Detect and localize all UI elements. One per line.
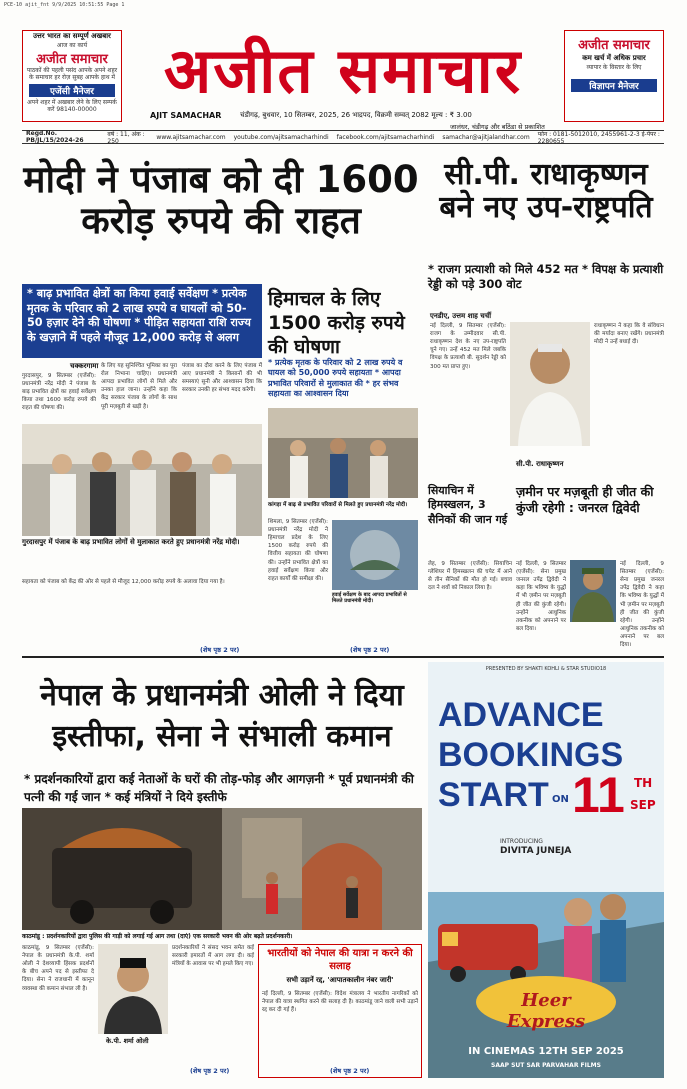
oli-photo-caption: के.पी. शर्मा ओली — [106, 1037, 149, 1045]
himachal-photo-caption: कांगड़ा में बाढ़ से प्रभावित परिवारों से मिलते हुए प्रधानमंत्री नरेंद्र मोदी। — [268, 502, 408, 508]
himachal-photo — [268, 408, 418, 498]
youtube-link[interactable]: youtube.com/ajitsamacharhindi — [233, 133, 329, 141]
phone: फोन : 0181-5012010, 2455961-2-3 ई-पेपर : 2280655 — [537, 130, 660, 145]
lead-photo — [22, 424, 262, 536]
masthead-dateline: चंडीगढ़, बुधवार, 10 सितम्बर, 2025, 26 भाद्रपद, विक्रमी सम्वत् 2082 मूल्य : ₹ 3.00 — [240, 111, 472, 119]
nepal-photo — [22, 808, 422, 930]
ad-on: ON — [552, 794, 569, 805]
masthead-title: अजीत समाचार — [163, 34, 523, 107]
masthead-english: AJIT SAMACHAR — [150, 111, 222, 120]
lead-dateline: चक्करगामा — [70, 362, 99, 370]
ad-month: SEP — [630, 798, 656, 812]
ad-day-suffix: TH — [634, 776, 653, 790]
ad-top-line: PRESENTED BY SHAKTI KOHLI & STAR STUDIO18 — [485, 666, 607, 672]
lead-body-a: गुरदासपुर, 9 सितम्बर (एजेंसी): प्रधानमंत्री नरेंद्र मोदी ने पंजाब के बाढ़ प्रभावित क्षेत्रों का हवाई सर्वेक्षण किया तथा 1600 करोड़ रुपये की राहत की घोषणा की। — [22, 373, 96, 412]
facebook-link[interactable]: facebook.com/ajitsamacharhindi — [336, 133, 435, 141]
vp-body: नई दिल्ली, 9 सितम्बर (एजेंसी): राजग के उम्मीदवार सी.पी. राधाकृष्णन देश के नए उप-राष्ट्रपति चुने गए। उन्हें 452 मत मिले जबकि विपक्ष के प्रत्याशी बी. सुदर्शन रेड्डी को 300 मत प्राप्त हुए। — [430, 323, 506, 370]
movie-ad[interactable] — [428, 662, 664, 1078]
nepal-body: काठमांडू, 9 सितम्बर (एजेंसी): नेपाल के प्रधानमंत्री के.पी. शर्मा ओली ने देशव्यापी हिंसक प्रदर्शनों के बीच अपने पद से इस्तीफा दे दिया। सेना ने राजधानी में कानून व्यवस्था की कमान संभाल ली है। — [22, 945, 94, 992]
lead-photo-caption: गुरदासपुर में पंजाब के बाढ़ प्रभावित लोगों से मुलाकात करते हुए प्रधानमंत्री नरेंद्र मोदी। — [22, 538, 240, 546]
masthead-editions: जालंधर, चंडीगढ़ और बठिंडा से प्रकाशित — [450, 123, 545, 131]
ad-release: IN CINEMAS 12TH SEP 2025 — [468, 1046, 624, 1057]
regd-number: Regd.No. PB/JL/15/2024-26 — [26, 130, 84, 144]
ear-left-top: उत्तर भारत का सम्पूर्ण अखबार — [33, 32, 111, 40]
ear-right-tagline: कम खर्च में अधिक प्रचार — [582, 54, 646, 62]
ear-right-sub: व्यापार के विस्तार के लिए — [586, 64, 642, 71]
ear-left-tagline: पाठकों की पहली पसंद आपके अपने शहर के समाचार हर रोज़ सुबह आपके हाथ में — [26, 67, 118, 82]
nepal-photo-caption: काठमांडू : प्रदर्शनकारियों द्वारा पुलिस की गाड़ी को लगाई गई आग तथा (दाएं) एक सरकारी भवन की ओर बढ़ते प्रदर्शनकारी। — [22, 933, 293, 940]
siachen-headline: सियाचिन में हिमस्खलन, 3 सैनिकों की जान गई — [428, 484, 508, 526]
himachal-highlights: * प्रत्येक मृतक के परिवार को 2 लाख रुपये व घायल को 50,000 रुपये सहायता * आपदा प्रभावित परिवारों से मुलाकात की * हर संभव सहायता का आश्वासन दिया — [268, 358, 403, 399]
ear-right-agency: विज्ञापन मैनेजर — [571, 79, 657, 92]
vp-byline: एनडीए, उत्तम शाह चर्ची — [430, 312, 492, 320]
himachal-headline: हिमाचल के लिए 1500 करोड़ रुपये की घोषणा — [268, 288, 405, 358]
ear-left-brand: अजीत समाचार — [36, 52, 108, 68]
lead-highlights: * बाढ़ प्रभावित क्षेत्रों का किया हवाई सर्वेक्षण * प्रत्येक मृतक के परिवार को 2 लाख रुपये व घायलों को 50-50 हज़ार देने की घोषणा * पीड़ित सहायता राशि राज्य के खज़ाने में पहले मौजूद 12,000 करोड़ से अलग — [22, 284, 262, 358]
army-body-b: नई दिल्ली, 9 सितम्बर (एजेंसी): सेना प्रमुख जनरल उपेंद्र द्विवेदी ने कहा कि भविष्य के युद्धों में भी ज़मीन पर मज़बूती ही जीत की कुंजी रहेगी। उन्होंने आधुनिक तकनीक को अपनाने पर बल दिया। — [620, 561, 664, 649]
advisory-headline: भारतीयों को नेपाल की यात्रा न करने की सलाह — [267, 948, 413, 972]
lead-body-b: के लिए यह सुनिश्चित भूमिका का पूरा रोल निभाना चाहिए। प्रधानमंत्री आपदा प्रभावित लोगों से मिले और उनका हाल जाना। उन्होंने कहा कि केंद्र सरकार पंजाब के लोगों के साथ पूरी मज़बूती से खड़ी है। — [101, 363, 177, 410]
ear-left-contact: अपने शहर में अखबार लेने के लिए सम्पर्क करें 98140-00000 — [27, 98, 117, 113]
siachen-body: लेह, 9 सितम्बर (एजेंसी): सियाचिन ग्लेशियर में हिमस्खलन की चपेट में आने से तीन सैनिकों की मौत हो गई। बचाव दल ने शवों को निकाल लिया है। — [428, 561, 512, 592]
advisory-continued[interactable]: (शेष पृष्ठ 2 पर) — [330, 1067, 370, 1075]
info-bar — [22, 130, 664, 144]
ear-left-sub: आज का कार्य — [56, 42, 88, 49]
ad-producer: SAAP SUT SAR PARVAHAR FILMS — [491, 1062, 601, 1069]
vp-photo-caption: सी.पी. राधाकृष्णन — [516, 460, 564, 468]
advisory-subhead: सभी उड़ानें रद्द, 'आपातकालीन नंबर जारी' — [286, 976, 394, 984]
lead-body-c: पंजाब का दौरा करने के लिए पंजाब में आए प्रधानमंत्री ने किसानों की भी समस्याएं सुनी और आश्वासन दिया कि सरकार उनकी हर संभव मदद करेगी। — [182, 363, 262, 394]
army-headline: ज़मीन पर मज़बूती ही जीत की कुंजी रहेगी : जनरल द्विवेदी — [516, 484, 654, 516]
ad-day: 11 — [572, 767, 625, 823]
nepal-headline: नेपाल के प्रधानमंत्री ओली ने दिया इस्तीफा, सेना ने संभाली कमान — [40, 678, 404, 754]
ear-left — [22, 30, 122, 122]
vp-body-b: राधाकृष्णन ने कहा कि वे संविधान की मर्यादा बनाए रखेंगे। प्रधानमंत्री मोदी ने उन्हें बधाई दी। — [594, 323, 664, 346]
himachal-continued[interactable]: (शेष पृष्ठ 2 पर) — [350, 646, 390, 654]
volume: वर्ष : 11, अंक : 250 — [107, 130, 145, 145]
lead-body-d: सहायता को पंजाब को केंद्र की ओर से पहले से मौजूद 12,000 करोड़ रुपये के अलावा दिया गया है। — [22, 579, 225, 585]
lead-headline: मोदी ने पंजाब को दी 1600 करोड़ रुपये की राहत — [23, 158, 419, 242]
nepal-highlights: * प्रदर्शनकारियों द्वारा कई नेताओं के घरों की तोड़-फोड़ और आगज़नी * पूर्व प्रधानमंत्री की पत्नी की गई जान * कई मंत्रियों ने दिये इस्तीफे — [24, 772, 414, 804]
lead-continued[interactable]: (शेष पृष्ठ 2 पर) — [200, 646, 240, 654]
ad-advance: ADVANCE — [438, 696, 604, 734]
ear-right-brand: अजीत समाचार — [578, 38, 650, 53]
ad-start: START — [438, 776, 549, 814]
ear-left-agency: एजेंसी मैनेजर — [29, 84, 115, 97]
himachal-inset-photo — [332, 520, 418, 590]
email-link[interactable]: samachar@ajitjalandhar.com — [442, 133, 530, 141]
print-slug: PCE-10 ajit_fnt 9/9/2025 10:51:55 Page 1 — [4, 2, 125, 8]
oli-photo — [98, 944, 168, 1034]
ad-actor: DIVITA JUNEJA — [500, 846, 572, 856]
advisory-body: नई दिल्ली, 9 सितम्बर (एजेंसी): विदेश मंत्रालय ने भारतीय नागरिकों को नेपाल की यात्रा स्थगित करने की सलाह दी है। काठमांडू जाने वाली सभी उड़ानें रद्द कर दी गई हैं। — [262, 991, 418, 1014]
vp-headline: सी.पी. राधाकृष्णन बने नए उप-राष्ट्रपति — [439, 157, 653, 225]
ad-intro: INTRODUCING — [500, 838, 543, 845]
himachal-body: शिमला, 9 सितम्बर (एजेंसी): प्रधानमंत्री नरेंद्र मोदी ने हिमाचल प्रदेश के लिए 1500 करोड़ रुपये की वित्तीय सहायता की घोषणा की। उन्होंने प्रभावित क्षेत्रों का हवाई सर्वेक्षण किया और राहत कार्यों की समीक्षा की। — [268, 519, 328, 582]
vp-highlights: * राजग प्रत्याशी को मिले 452 मत * विपक्ष के प्रत्याशी रेड्डी को पड़े 300 वोट — [428, 262, 664, 291]
website-link[interactable]: www.ajitsamachar.com — [156, 133, 226, 141]
himachal-inset-caption: हवाई सर्वेक्षण के बाद आपदा प्रभावितों से मिलते प्रधानमंत्री मोदी। — [332, 592, 407, 604]
army-chief-photo — [570, 560, 616, 622]
ear-right — [564, 30, 664, 122]
vp-photo — [510, 322, 590, 446]
section-divider — [22, 656, 664, 658]
ad-film-title: Heer Express — [506, 990, 586, 1032]
ad-bookings: BOOKINGS — [438, 736, 624, 774]
nepal-body-b: प्रदर्शनकारियों ने संसद भवन समेत कई सरकारी इमारतों में आग लगा दी। कई मंत्रियों के आवास पर भी हमले किए गए। — [172, 945, 254, 968]
army-body: नई दिल्ली, 9 सितम्बर (एजेंसी): सेना प्रमुख जनरल उपेंद्र द्विवेदी ने कहा कि भविष्य के युद्धों में भी ज़मीन पर मज़बूती ही जीत की कुंजी रहेगी। उन्होंने आधुनिक तकनीक को अपनाने पर बल दिया। — [516, 561, 566, 632]
nepal-continued[interactable]: (शेष पृष्ठ 2 पर) — [190, 1067, 230, 1075]
